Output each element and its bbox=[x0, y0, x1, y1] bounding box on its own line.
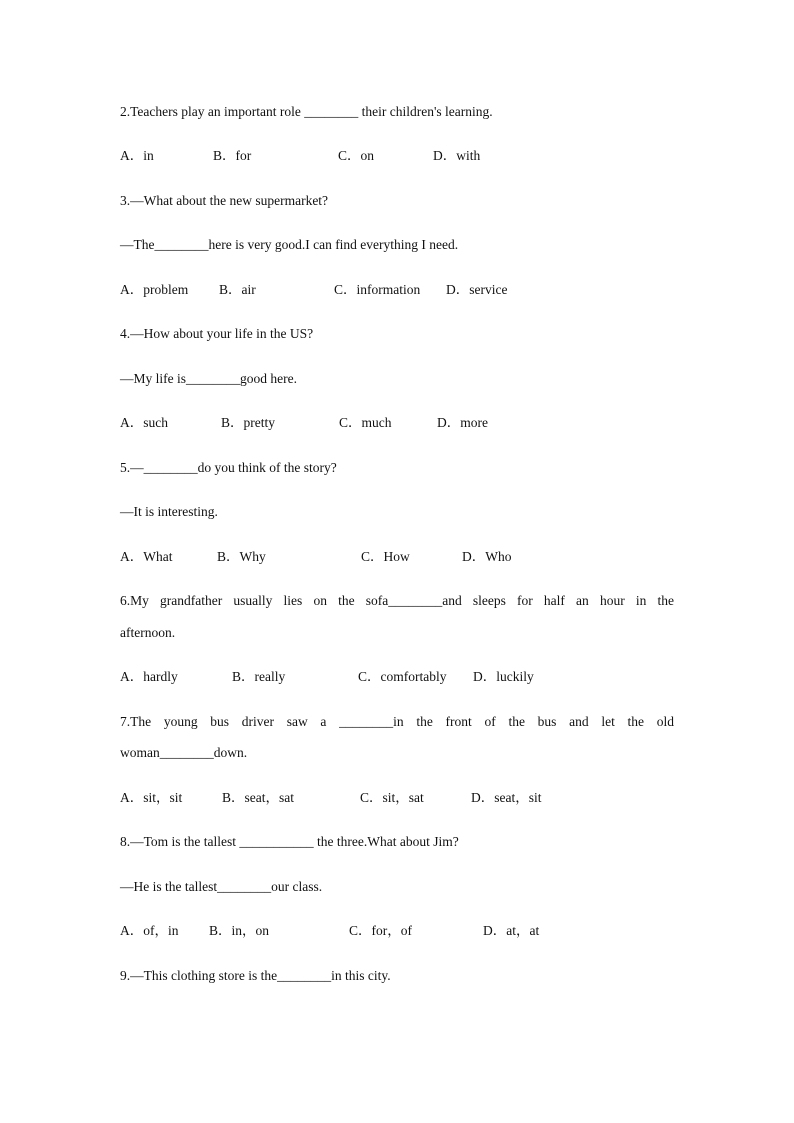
question-6-option-a: A．hardly bbox=[120, 669, 178, 684]
question-7-option-d: D．seat，sit bbox=[471, 790, 542, 805]
question-3-stem-line-2: —The________here is very good.I can find everything I need. bbox=[120, 237, 459, 252]
question-6-stem-line-2: afternoon. bbox=[120, 625, 176, 640]
question-6-option-b: B．really bbox=[232, 669, 286, 684]
question-7-option-a: A．sit，sit bbox=[120, 790, 183, 805]
question-2-stem: 2.Teachers play an important role ________ their children's learning. bbox=[120, 104, 493, 119]
question-5-option-d: D．Who bbox=[462, 549, 512, 564]
question-8-option-c: C．for，of bbox=[349, 923, 412, 938]
question-8-stem: 8.—Tom is the tallest ___________ the three.What about Jim? bbox=[120, 834, 459, 849]
question-4-stem-line-2: —My life is________good here. bbox=[120, 371, 297, 386]
question-3-option-c: C．information bbox=[334, 282, 421, 297]
question-2-option-c: C．on bbox=[338, 148, 375, 163]
question-5-stem-line-2: —It is interesting. bbox=[120, 504, 218, 519]
question-6-option-d: D．luckily bbox=[473, 669, 534, 684]
question-4-option-b: B．pretty bbox=[221, 415, 275, 430]
question-4-option-c: C．much bbox=[339, 415, 392, 430]
question-5-option-b: B．Why bbox=[217, 549, 266, 564]
question-4-option-d: D．more bbox=[437, 415, 488, 430]
question-2-option-b: B．for bbox=[213, 148, 252, 163]
question-7-stem: 7.The young bus driver saw a ________in the front of the bus and let the old bbox=[120, 714, 674, 729]
question-5-option-c: C．How bbox=[361, 549, 410, 564]
question-3-option-a: A．problem bbox=[120, 282, 189, 297]
question-2-option-a: A．in bbox=[120, 148, 154, 163]
question-4-stem: 4.—How about your life in the US? bbox=[120, 326, 314, 341]
question-8-option-b: B．in，on bbox=[209, 923, 270, 938]
question-8-stem-line-2: —He is the tallest________our class. bbox=[120, 879, 323, 894]
question-7-option-c: C．sit，sat bbox=[360, 790, 424, 805]
question-9-stem: 9.—This clothing store is the________in this city. bbox=[120, 968, 391, 983]
question-3-option-d: D．service bbox=[446, 282, 508, 297]
question-3-stem: 3.—What about the new supermarket? bbox=[120, 193, 329, 208]
question-8-option-d: D．at，at bbox=[483, 923, 540, 938]
question-2-option-d: D．with bbox=[433, 148, 481, 163]
question-3-option-b: B．air bbox=[219, 282, 256, 297]
question-8-option-a: A．of，in bbox=[120, 923, 179, 938]
question-6-stem: 6.My grandfather usually lies on the sofa________and sleeps for half an hour in the bbox=[120, 593, 674, 608]
question-5-stem: 5.—________do you think of the story? bbox=[120, 460, 337, 475]
question-5-option-a: A．What bbox=[120, 549, 173, 564]
question-4-option-a: A．such bbox=[120, 415, 168, 430]
question-7-stem-line-2: woman________down. bbox=[120, 745, 248, 760]
question-7-option-b: B．seat，sat bbox=[222, 790, 294, 805]
question-6-option-c: C．comfortably bbox=[358, 669, 447, 684]
